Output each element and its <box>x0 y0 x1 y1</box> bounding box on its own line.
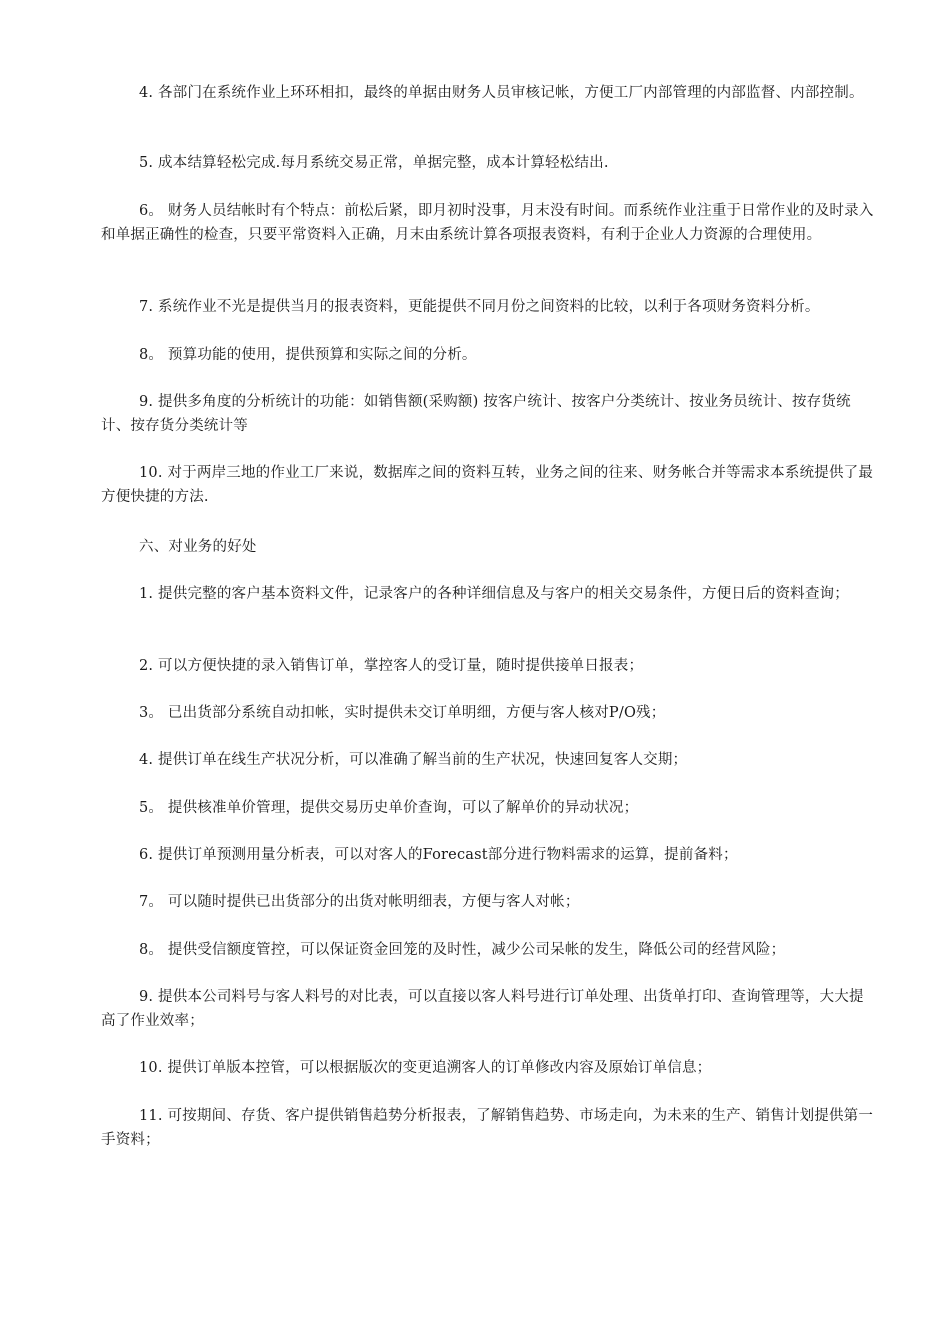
business-item-2: 2. 可以方便快捷的录入销售订单，掌控客人的受订量，随时提供接单日报表； <box>139 658 644 674</box>
paragraph-5: 5. 成本结算轻松完成.每月系统交易正常，单据完整，成本计算轻松结出. <box>139 155 609 171</box>
paragraph-6: 6。 财务人员结帐时有个特点：前松后紧，即月初时没事，月末没有时间。而系统作业注重于日常作业的及时录入和单据正确性的检查，只要平常资料入正确，月末由系统计算各项报表资料，有利于企业人力资源的合理使用。 <box>101 203 874 243</box>
business-item-3: 3。 已出货部分系统自动扣帐，实时提供未交订单明细，方便与客人核对P/O残； <box>139 705 666 721</box>
business-item-8: 8。 提供受信额度管控，可以保证资金回笼的及时性，减少公司呆帐的发生，降低公司的经营风险； <box>139 942 786 958</box>
section-heading-business-benefits: 六、对业务的好处 <box>139 539 257 555</box>
business-item-6: 6. 提供订单预测用量分析表，可以对客人的Forecast部分进行物料需求的运算，提前备料； <box>139 847 738 863</box>
business-item-5: 5。 提供核准单价管理，提供交易历史单价查询，可以了解单价的异动状况； <box>139 800 639 816</box>
paragraph-8: 8。 预算功能的使用，提供预算和实际之间的分析。 <box>139 347 477 363</box>
business-item-10: 10. 提供订单版本控管，可以根据版次的变更追溯客人的订单修改内容及原始订单信息； <box>139 1060 712 1076</box>
paragraph-7: 7. 系统作业不光是提供当月的报表资料，更能提供不同月份之间资料的比较，以利于各项财务资料分析。 <box>139 299 820 315</box>
business-item-4: 4. 提供订单在线生产状况分析，可以准确了解当前的生产状况，快速回复客人交期； <box>139 752 688 768</box>
business-item-9: 9. 提供本公司料号与客人料号的对比表，可以直接以客人料号进行订单处理、出货单打印、查询管理等，大大提高了作业效率； <box>101 989 864 1029</box>
business-item-1: 1. 提供完整的客户基本资料文件，记录客户的各种详细信息及与客户的相关交易条件，方便日后的资料查询； <box>139 586 849 602</box>
business-item-11: 11. 可按期间、存货、客户提供销售趋势分析报表，了解销售趋势、市场走向，为未来的生产、销售计划提供第一手资料； <box>101 1108 874 1148</box>
business-item-7: 7。 可以随时提供已出货部分的出货对帐明细表，方便与客人对帐； <box>139 894 580 910</box>
paragraph-4: 4. 各部门在系统作业上环环相扣，最终的单据由财务人员审核记帐，方便工厂内部管理的内部监督、内部控制。 <box>139 85 864 101</box>
paragraph-10: 10. 对于两岸三地的作业工厂来说，数据库之间的资料互转，业务之间的往来、财务帐合并等需求本系统提供了最方便快捷的方法. <box>101 465 874 505</box>
paragraph-9: 9. 提供多角度的分析统计的功能：如销售额(采购额) 按客户统计、按客户分类统计、按业务员统计、按存货统计、按存货分类统计等 <box>101 394 851 434</box>
